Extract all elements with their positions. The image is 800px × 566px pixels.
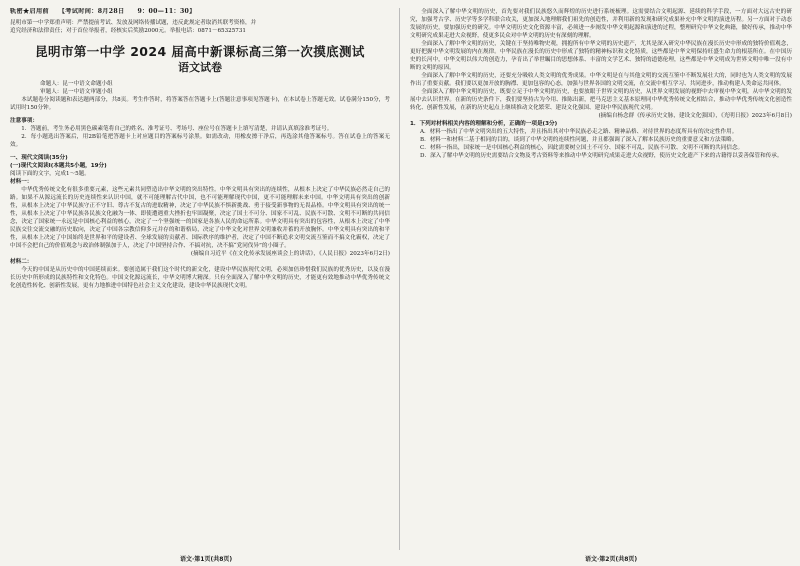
exam-time: 【考试时间：8月28日 9：00—11：30】 [58,8,196,15]
question-1-option-c: C．材料一指出，国家统一是中国核心利益的核心，因此需要树立国土不可分、国家不可乱、民族不可散、文明不可断的共同信念。 [420,145,744,151]
intro-paragraph: 本试题卷分阅读题和表达题两部分，共8页。考生作答时，将答案答在答题卡上(答题注意事项见答题卡)，在本试卷上答题无效。试卷满分150分，考试用时150分钟。 [10,97,390,111]
subsection-heading: (一)现代文阅读Ⅰ(本题共5小题，19分) [10,163,107,169]
right-paragraph-3: 全面深入了解中华文明的历史，还要充分吸收人类文明的优秀成果。中华文明是在与其他文明的交流互鉴中不断发展壮大的，同时也为人类文明的发展作出了重要贡献。我们要以更加开放的胸襟、更加包容的心态，加强与世界各国的文明交流，在交流中相互学习、共同进步，推动构建人类命运共同体。 [410,73,792,87]
exam-meta-line [10,8,390,16]
exam-title: 昆明市第一中学 2024 届高中新课标高三第一次摸底测试 [35,44,365,59]
reviewer-line: 审题人：昆一中语文审题小组 [40,89,113,95]
question-1-option-d: D．深入了解中华文明的历史需要结合文物及考古资料等来推动中华文明研究成果走进大众视野，使历史文化遗产下来的古籍得以妥善保管和传承。 [420,153,783,159]
question-1-option-a: A．材料一指出了中华文明突出的五大特性，并且指出其对中华民族必走之路、精神品格、对待世界的态度所具有的决定性作用。 [420,129,738,135]
material1-label: 材料一： [10,179,33,185]
material2-label: 材料二： [10,259,33,265]
right-paragraph-4: 全面深入了解中华文明的历史，既要立足于中华文明的历史，也要放眼于世界文明的历史，从世界文明发展的视野中去审视中华文明，从中华文明的发展中去认识世界。在新的历史条件下，我们要坚持古为今用、推陈出新，把马克思主义基本原理同中华优秀传统文化相结合，推动中华优秀传统文化创造性转化、创新性发展，在新的历史起点上继续推动文化繁荣、建设文化强国、建设中华民族现代文明。 [410,89,792,111]
secret-label: 轨密★启用前 [10,8,49,15]
exam-subtitle: 语文试卷 [178,61,222,74]
section-heading: 一、现代文阅读(35分) [10,155,68,161]
reading-instruction: 阅读下面的文字，完成1～5题。 [10,171,90,177]
material2-citation: (摘编自杨念群《传承历史文脉，建设文化强国》，《光明日报》2023年6月8日) [598,113,792,119]
material2-paragraph: 今天的中国是从历史中的中国延续而来。要创造属于我们这个时代的新文化，建设中华民族现代文明，必须加倍珍惜我们民族的优秀历史，以及在漫长历史中所形成的民族特性和文化特色。中国文化源远流长，中华文明博大精深。只有全面深入了解中华文明的历史，才能更有效地推动中华优秀传统文化创造性转化、创新性发展，更有力地推进中国特色社会主义文化建设，建设中华民族现代文明。 [10,267,390,289]
right-paragraph-1: 全面深入了解中华文明的历史，首先要对我们民族悠久而辉煌的历史进行系统梳理。这需要结合文明起源、延续的科学手段，一方面对大远古史的研究，加强考古学、历史学等多学科联合攻关，更加深入地理解我们祖先的创造性，并利用新的发现和研究成果补充中华文明的演进历程。另一方面对于动态发展的历史，要加强历史的研究。中华文明历史文化资源丰富，必须进一步阐发中华文明起源和演进的过程，整理研究中华文化典籍，做好传承，推动中华文明研究成果走进大众视野，使更多民众对中华文明的历史有深刻的理解。 [410,9,792,39]
page-footer-2: 语文·第2页(共8页) [585,556,638,563]
question-1-option-b: B．材料一和材料二基于相同的目的，谈到了中华文明的连续性问题，并且都强调了深入了解本民族历史的重要意义和方法策略。 [420,137,738,143]
left-column [10,8,390,550]
note-item-1: 1．答题前，考生务必用黑色碳素笔将自己的姓名、准考证号、考场号、座位号在答题卡上填写清楚，并请认真填涂准考证号。 [21,126,333,132]
material1-citation: (摘编自习近平《在文化传承发展座谈会上的讲话》，《人民日报》2023年6月2日) [190,251,390,257]
notice-line-1: 昆明市第一中学郑重声明：严禁提前考试、发放及网络传播试题，违反此规定者取消其联考资格，并 [10,20,257,26]
right-paragraph-2: 全面深入了解中华文明的历史，关键在于坚持唯物史观，拥抱所有中华文明的历史遗产，尤其是深入研究中华民族在漫长历史中形成的独特价值观念，更好把握中华文明发展的内在规律。中华民族在漫长的历史中形成了独特的精神标识和文化特质，这些都是中华文明保持旺盛生命力的根基所在。在中国历史的长河中，中华文明以伟大的创造力，孕育出了举世瞩目的思想体系、丰富的文学艺术、独特的道德伦理，这些都是中华文明成为世界文明中唯一没有中断的文明的原因。 [410,41,792,71]
question-1-stem: 1．下列对材料相关内容的理解和分析，正确的一项是(3分) [410,121,558,127]
note-item-2: 2．每小题选出答案后，用2B铅笔把答题卡上对应题目的答案标号涂黑。如需改动，用橡皮擦干净后，再选涂其他答案标号。答在试卷上的答案无效。 [10,134,390,148]
notes-heading: 注意事项： [10,118,38,124]
notice-line-2: 追究经济和法律责任；对于首位举报者，经核实后奖励2000元。举报电话：0871－65325731 [10,28,246,34]
material1-paragraph: 中华优秀传统文化有很多重要元素，这些元素共同塑造出中华文明的突出特性。中华文明具有突出的连续性，从根本上决定了中华民族必然走自己的路。如果不从源远流长的历史连续性来认识中国，就不可能理解古代中国，也不可能理解现代中国，更不可能理解未来中国。中华文明具有突出的创新性，从根本上决定了中华民族守正不守旧、尊古不复古的进取精神，决定了中华民族不惧新挑战、勇于接受新事物的无畏品格。中华文明具有突出的统一性，从根本上决定了中华民族各民族文化融为一体、即使遭遇重大挫折也牢固凝聚，决定了国土不可分、国家不可乱、民族不可散、文明不可断的共同信念，决定了国家统一永远是中国核心利益的核心，决定了一个坚强统一的国家是各族人民的命运所系。中华文明具有突出的包容性，从根本上决定了中华民族交往交流交融的历史取向，决定了中国各宗教信仰多元并存的和谐格局，决定了中华文化对世界文明兼收并蓄的开放胸怀。中华文明具有突出的和平性，从根本上决定了中国始终是世界和平的建设者、全球发展的贡献者、国际秩序的维护者，决定了中国不断追求文明交流互鉴而不搞文化霸权，决定了中国不会把自己的价值观念与政治体制强加于人，决定了中国坚持合作、不搞对抗，决不搞“党同伐异”的小圈子。 [10,187,390,249]
setter-line: 命题人：昆一中语文命题小组 [40,81,113,87]
setters-block [10,80,390,96]
column-divider [399,8,400,550]
right-column [410,8,792,550]
page-footer-1: 语文·第1页(共8页) [180,556,233,563]
